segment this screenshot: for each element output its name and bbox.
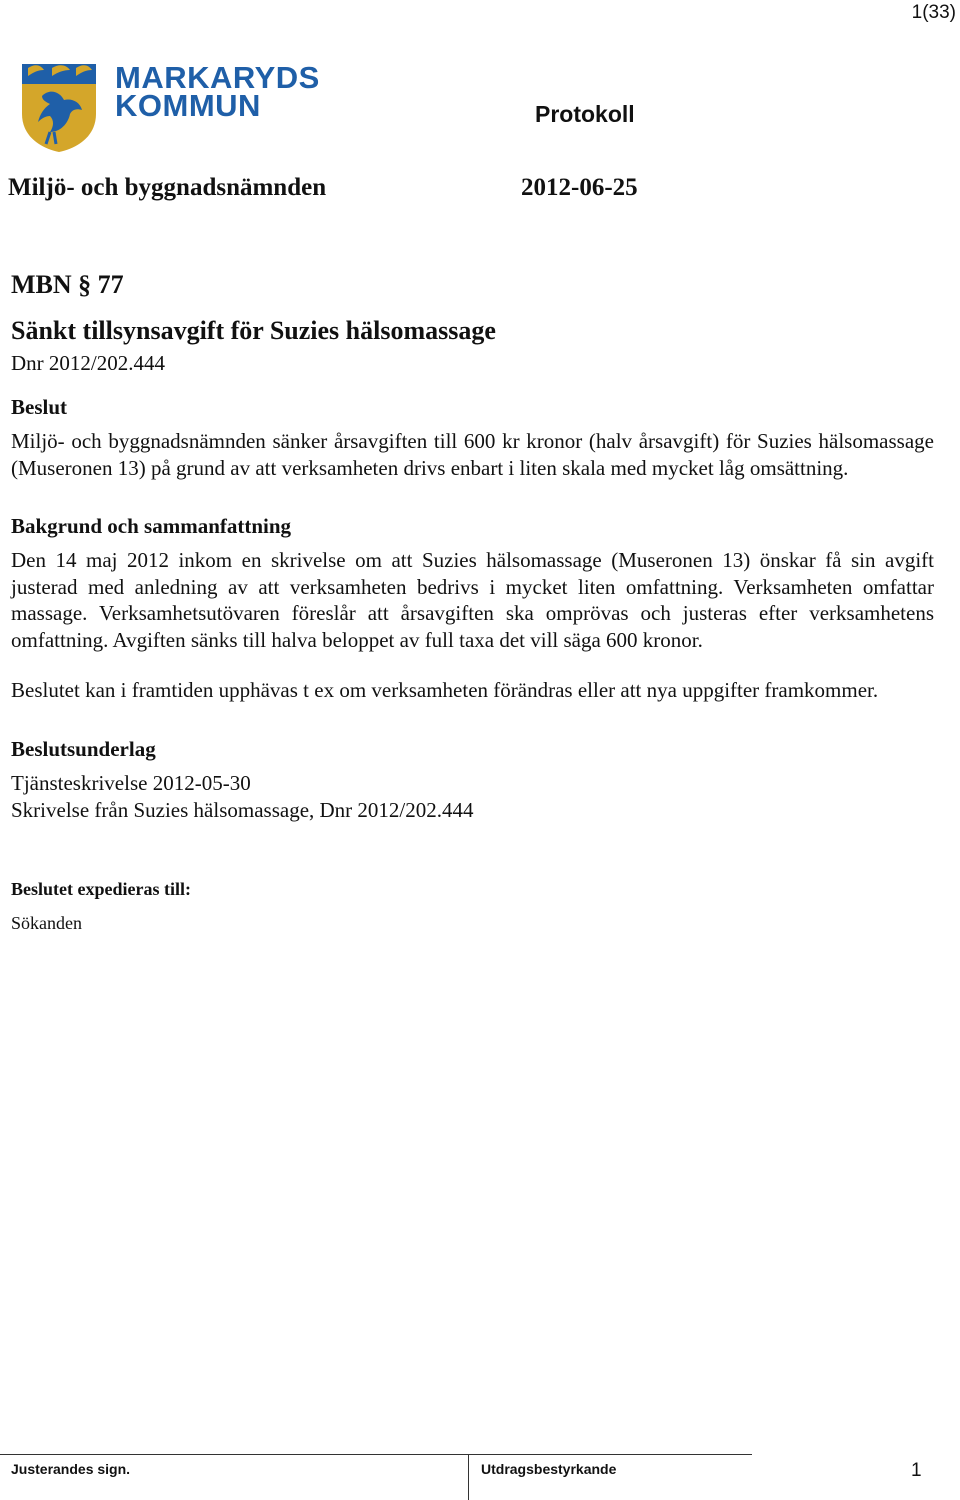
underlag-item: Skrivelse från Suzies hälsomassage, Dnr 2012/202.444 — [11, 797, 474, 822]
beslut-heading: Beslut — [11, 395, 68, 419]
protocol-content — [11, 268, 934, 936]
meeting-date: 2012-06-25 — [521, 174, 638, 201]
bakgrund-heading: Bakgrund och sammanfattning — [11, 514, 292, 538]
page-counter: 1(33) — [911, 2, 956, 23]
paragraph-number: MBN § 77 — [11, 270, 124, 299]
footer-divider — [468, 1454, 469, 1500]
case-dnr: Dnr 2012/202.444 — [11, 351, 165, 375]
document-type: Protokoll — [535, 101, 635, 127]
beslutsunderlag-heading: Beslutsunderlag — [11, 736, 156, 761]
underlag-item: Tjänsteskrivelse 2012-05-30 — [11, 770, 251, 795]
bakgrund-text-2: Beslutet kan i framtiden upphävas t ex om verksamheten förändras eller att nya uppgifter framkommer. — [11, 678, 879, 702]
footer-rule — [0, 1454, 752, 1455]
expedieras-recipient: Sökanden — [11, 912, 82, 933]
logo-wordmark — [115, 60, 320, 123]
logo-text-line2: KOMMUN — [115, 88, 261, 123]
logo-text-line1: MARKARYDS — [115, 60, 320, 95]
utdragsbestyrkande-label: Utdragsbestyrkande — [481, 1461, 617, 1477]
beslut-text: Miljö- och byggnadsnämnden sänker årsavgiften till 600 kr kronor (halv årsavgift) för Suzies hälsomassage (Museronen 13) på grund av att verksamheten drivs enbart i liten skala med mycket låg omsättning. — [11, 429, 934, 480]
footer-page-number: 1 — [911, 1460, 922, 1481]
bakgrund-text-1: Den 14 maj 2012 inkom en skrivelse om att Suzies hälsomassage (Museronen 13) önskar få sin avgift justerad med anledning av att verksamheten bedrivs i mycket liten omfattning. Verksamheten omfattar massage. Verksamhetsutövaren föreslår att årsavgiften ska omprövas och justeras efter verksamhetens omfattning. Avgiften sänks till halva beloppet av full taxa det vill säga 600 kronor. — [11, 548, 934, 652]
case-title: Sänkt tillsynsavgift för Suzies hälsomassage — [11, 316, 496, 345]
coat-of-arms-icon — [20, 62, 98, 154]
justerandes-sign-label: Justerandes sign. — [11, 1461, 131, 1477]
committee-name: Miljö- och byggnadsnämnden — [8, 174, 327, 201]
expedieras-heading: Beslutet expedieras till: — [11, 878, 191, 899]
municipality-logo — [20, 62, 320, 154]
